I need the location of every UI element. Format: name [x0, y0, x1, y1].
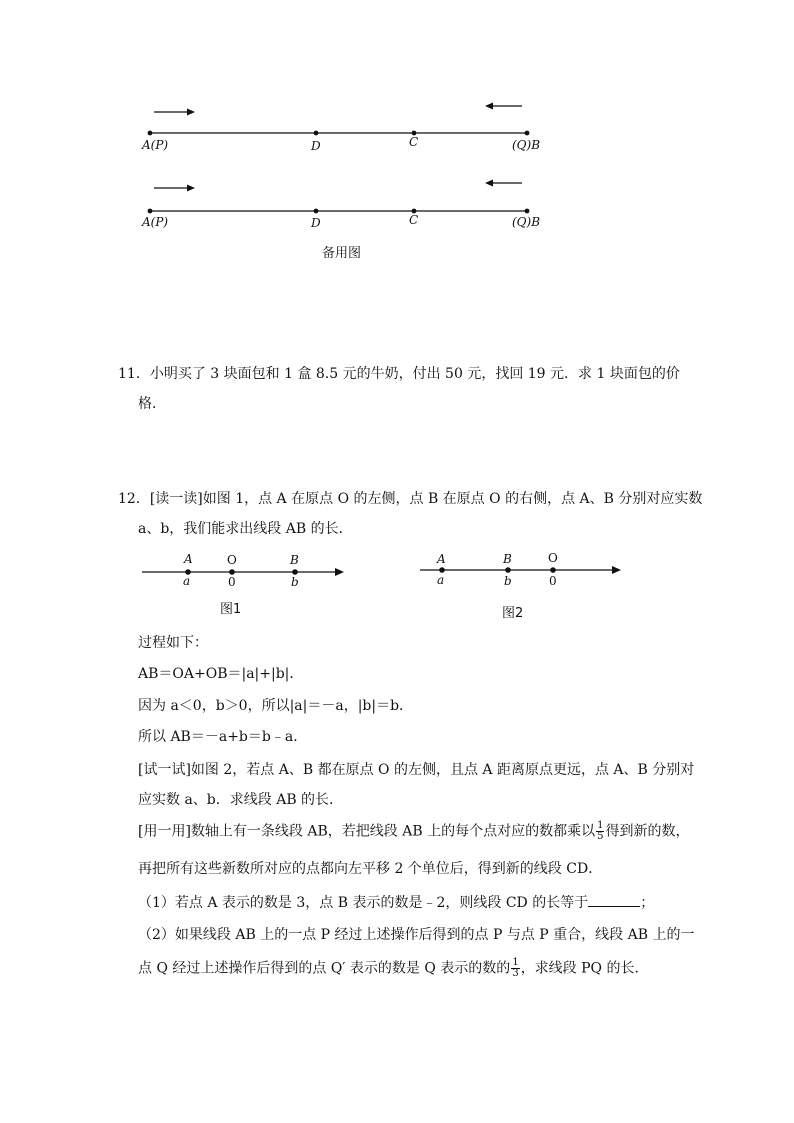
- fig1-caption: 图1: [220, 602, 242, 617]
- q11-number: 11．: [118, 366, 150, 382]
- q12-intro-line1: 12．[读一读]如图 1，点 A 在原点 O 的左侧，点 B 在原点 O 的右侧，点 A、B 分别对应实数: [118, 491, 703, 507]
- fig2-label-b: B: [503, 552, 512, 566]
- fig1-label-a: A: [184, 552, 193, 566]
- label-c: C: [409, 135, 419, 149]
- label-d: D: [311, 139, 321, 153]
- q12-intro-line2: a、b，我们能求出线段 AB 的长．: [138, 521, 353, 537]
- fig1-label-o: O: [227, 553, 237, 567]
- fig2-label-o: O: [548, 551, 558, 565]
- fraction-one-third: $\frac{1}{3}$: [512, 957, 519, 979]
- fig2-caption: 图2: [502, 606, 524, 621]
- fig1-label-b: B: [290, 553, 299, 567]
- label-c: C: [409, 213, 419, 227]
- q12-number: 12．: [118, 491, 150, 507]
- axis-arrow-icon: [612, 566, 621, 574]
- try-line1: [试一试]如图 2，若点 A、B 都在原点 O 的左侧，且点 A 距离原点更远，点 A、B 分别对: [138, 762, 695, 778]
- sub-question-1: （1）若点 A 表示的数是 3，点 B 表示的数是﹣2，则线段 CD 的长等于 ；: [138, 895, 655, 911]
- axis-arrow-icon: [335, 568, 344, 576]
- fig2-value-b: b: [504, 574, 512, 588]
- label-q-b: (Q)B: [512, 138, 541, 152]
- label-q-b: (Q)B: [512, 215, 541, 229]
- fig2-label-a: A: [437, 552, 446, 566]
- q11-line1: 11．小明买了 3 块面包和 1 盒 8.5 元的牛奶，付出 50 元，找回 19 元．求 1 块面包的价: [118, 366, 680, 382]
- sub-question-2-line1: （2）如果线段 AB 上的一点 P 经过上述操作后得到的点 P 与点 P 重合，线段 AB 上的一: [138, 927, 695, 943]
- use-line2: 再把所有这些新数所对应的点都向左平移 2 个单位后，得到新的线段 CD．: [138, 861, 603, 877]
- fig1-value-a: a: [183, 574, 191, 588]
- fig1-value-0: 0: [228, 575, 236, 589]
- figure-2: [420, 566, 621, 574]
- figure-1: [142, 568, 344, 576]
- label-a-p: A(P): [142, 215, 169, 229]
- use-line1: [用一用]数轴上有一条线段 AB，若把线段 AB 上的每个点对应的数都乘以 $\frac{1}{5}$ 得到新的数，: [138, 820, 690, 842]
- process-title: 过程如下：: [138, 635, 208, 651]
- sub-question-2-line2: 点 Q 经过上述操作后得到的点 Q′ 表示的数是 Q 表示的数的 $\frac{1}{3}$ ，求线段 PQ 的长．: [138, 957, 649, 979]
- process-step-3: 所以 AB＝－a+b＝b﹣a．: [138, 729, 308, 745]
- try-line2: 应实数 a、b．求线段 AB 的长．: [138, 792, 344, 808]
- figure-caption-backup: 备用图: [322, 246, 362, 261]
- process-step-1: AB＝OA+OB＝|a|+|b|．: [138, 666, 304, 682]
- answer-blank: [588, 894, 640, 907]
- label-d: D: [311, 216, 321, 230]
- fig2-value-a: a: [437, 573, 445, 587]
- process-step-2: 因为 a＜0，b＞0，所以|a|＝－a，|b|＝b．: [138, 698, 414, 714]
- fig2-value-0: 0: [549, 574, 557, 588]
- q11-line2: 格．: [138, 396, 166, 412]
- fraction-one-fifth: $\frac{1}{5}$: [597, 820, 604, 842]
- label-a-p: A(P): [142, 138, 169, 152]
- fig1-value-b: b: [291, 575, 299, 589]
